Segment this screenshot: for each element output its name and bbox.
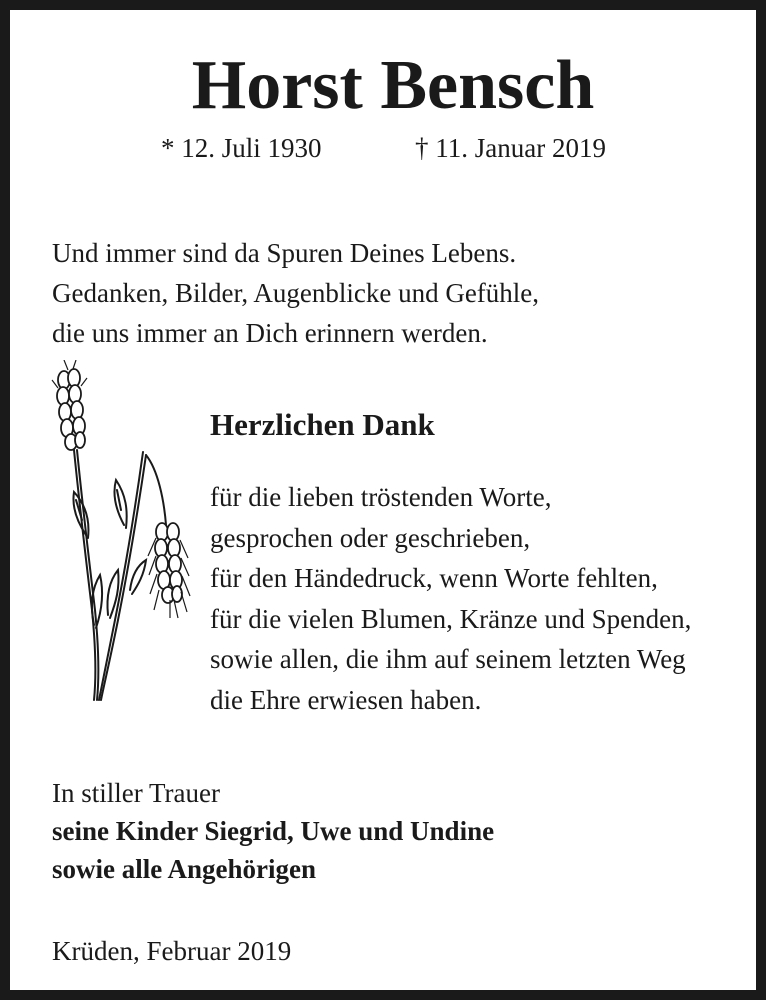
wheat-ears-icon (46, 360, 196, 705)
death-date: † 11. Januar 2019 (415, 133, 606, 163)
verse-line: die uns immer an Dich erinnern werden. (52, 318, 488, 348)
verse-line: Gedanken, Bilder, Augenblicke und Gefühle, (52, 278, 540, 308)
thanks-line: gesprochen oder geschrieben, (210, 522, 531, 553)
birth-date: * 12. Juli 1930 (161, 133, 322, 163)
mourners-line: sowie alle Angehörigen (52, 854, 316, 884)
memorial-verse (52, 233, 539, 353)
thanks-line: für den Händedruck, wenn Worte fehlten, (210, 563, 658, 593)
deceased-name: Horst Bensch (191, 47, 595, 124)
thanks-heading: Herzlichen Dank (210, 407, 435, 442)
thanks-line: für die vielen Blumen, Kränze und Spenden, (210, 603, 692, 634)
thanks-line: für die lieben tröstenden Worte, (210, 482, 552, 512)
thanks-text (210, 477, 691, 720)
verse-line: Und immer sind da Spuren Deines Lebens. (52, 238, 517, 268)
mourning-intro: In stiller Trauer (52, 778, 220, 808)
place-date: Krüden, Februar 2019 (52, 936, 292, 966)
mourners-block (52, 774, 494, 888)
thanks-line: sowie allen, die ihm auf seinem letzten Weg (210, 644, 686, 674)
mourners-line: seine Kinder Siegrid, Uwe und Undine (52, 816, 495, 846)
thanks-line: die Ehre erwiesen haben. (210, 684, 482, 715)
